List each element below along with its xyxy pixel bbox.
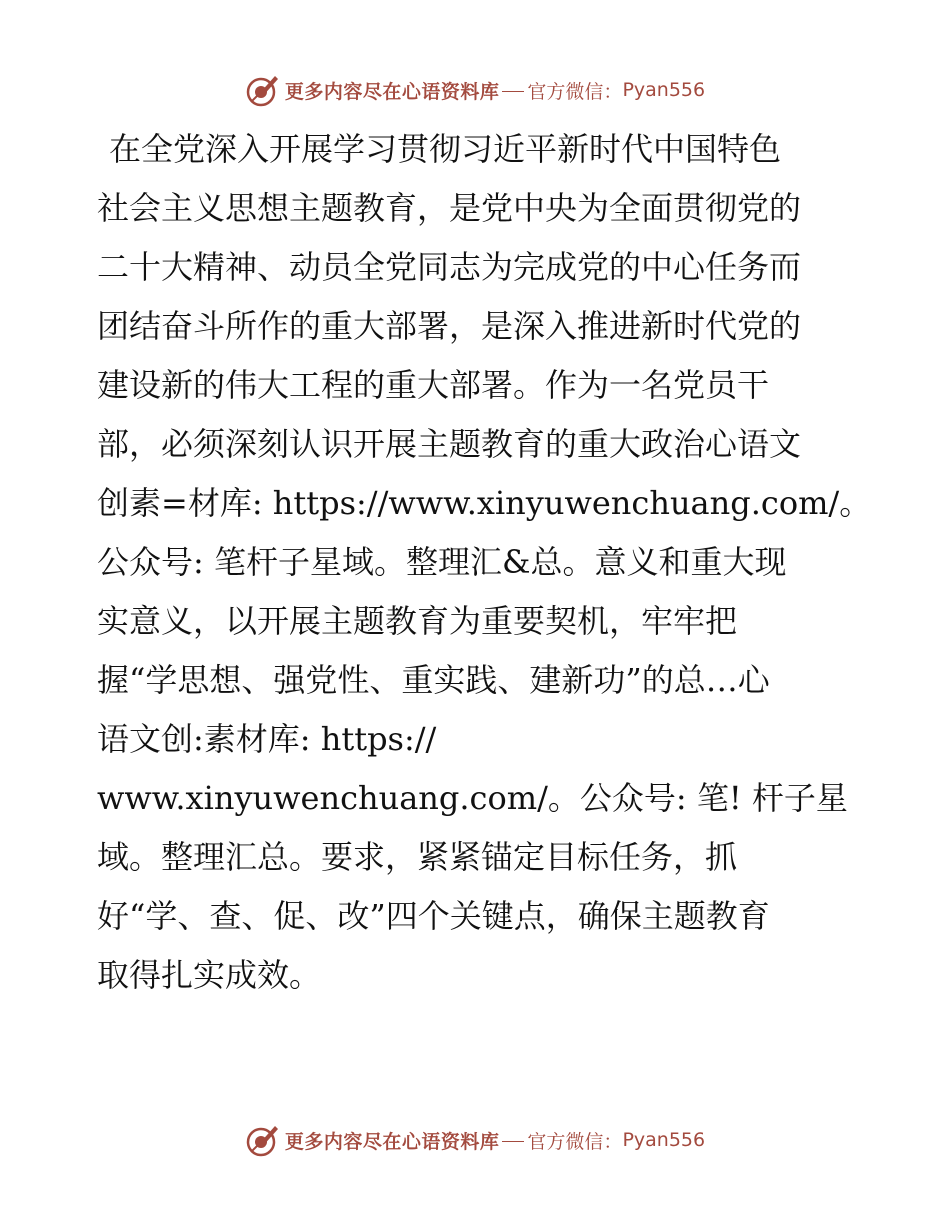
header-banner xyxy=(0,70,950,110)
body-line: 域。整理汇总。要求，紧紧锚定目标任务，抓 xyxy=(97,838,738,876)
body-line: 创素=材库: https://www.xinyuwenchuang.com/。 xyxy=(97,484,872,522)
pen-nib-logo-icon xyxy=(245,1122,281,1158)
wechat-id: Pyan556 xyxy=(622,79,706,101)
wechat-id: Pyan556 xyxy=(622,1129,706,1151)
body-line: 建设新的伟大工程的重大部署。作为一名党员干 xyxy=(97,366,770,404)
promo-text: 更多内容尽在心语资料库 xyxy=(284,80,500,103)
body-line: 实意义，以开展主题教育为重要契机，牢牢把 xyxy=(97,602,738,640)
wechat-label: 官方微信： xyxy=(527,80,623,103)
body-line: 公众号: 笔杆子星域。整理汇&总。意义和重大现 xyxy=(97,543,787,581)
document-body xyxy=(97,120,872,1005)
body-line: 社会主义思想主题教育，是党中央为全面贯彻党的 xyxy=(97,189,802,227)
separator-dash xyxy=(502,1141,524,1142)
body-line: 二十大精神、动员全党同志为完成党的中心任务而 xyxy=(97,248,802,286)
promo-text: 更多内容尽在心语资料库 xyxy=(284,1130,500,1153)
body-line: 语文创:素材库: https:// xyxy=(97,720,437,758)
body-line: 取得扎实成效。 xyxy=(97,956,322,994)
body-line: 团结奋斗所作的重大部署，是深入推进新时代党的 xyxy=(97,307,802,345)
separator-dash xyxy=(502,91,524,92)
body-line: 好“学、查、促、改”四个关键点，确保主题教育 xyxy=(97,897,770,935)
pen-nib-logo-icon xyxy=(245,72,281,108)
wechat-label: 官方微信： xyxy=(527,1130,623,1153)
footer-banner xyxy=(0,1120,950,1160)
body-line: 握“学思想、强党性、重实践、建新功”的总…心 xyxy=(97,661,770,699)
body-line: www.xinyuwenchuang.com/。公众号: 笔! 杆子星 xyxy=(97,779,848,817)
body-line: 在全党深入开展学习贯彻习近平新时代中国特色 xyxy=(109,130,782,168)
body-line: 部，必须深刻认识开展主题教育的重大政治心语文 xyxy=(97,425,802,463)
